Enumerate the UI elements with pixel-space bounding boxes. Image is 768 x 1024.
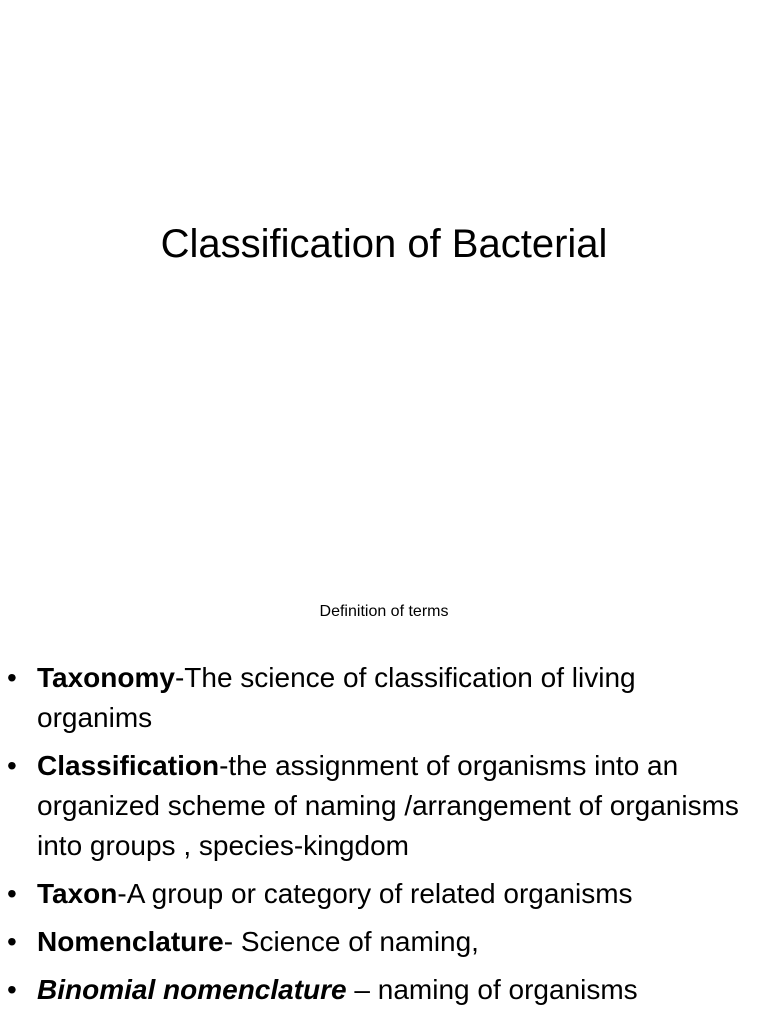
slide-title: Classification of Bacterial: [160, 222, 608, 266]
term-binomial-nomenclature: Binomial nomenclature: [37, 974, 347, 1005]
bullet-icon: •: [7, 926, 17, 957]
bullet-icon: •: [7, 662, 17, 693]
definition-text-classification: -the assignment of organisms into an organized scheme of naming /arrangement of organisms into groups , species-kingdom: [37, 750, 739, 861]
term-taxonomy: Taxonomy: [37, 662, 175, 693]
bullet-icon: •: [7, 878, 17, 909]
term-taxon: Taxon: [37, 878, 118, 909]
definition-text-binomial-nomenclature: – naming of organisms: [346, 974, 638, 1005]
definition-item-classification: [0, 746, 768, 866]
bullet-icon: •: [7, 750, 17, 781]
definition-item-taxon: [0, 874, 768, 914]
definition-text-taxon: -A group or category of related organisms: [117, 878, 633, 909]
bullet-icon: •: [7, 974, 17, 1005]
definition-text-nomenclature: - Science of naming,: [223, 926, 479, 957]
definitions-heading: Definition of terms: [319, 603, 449, 620]
definition-item-nomenclature: [0, 922, 768, 962]
term-classification: Classification: [37, 750, 220, 781]
term-nomenclature: Nomenclature: [37, 926, 224, 957]
definition-list: [0, 658, 768, 1018]
definitions-slide: [0, 580, 768, 1024]
definition-item-binomial-nomenclature: [0, 970, 768, 1010]
definition-item-taxonomy: [0, 658, 768, 738]
definition-text-taxonomy: -The science of classification of living organims: [37, 662, 636, 733]
